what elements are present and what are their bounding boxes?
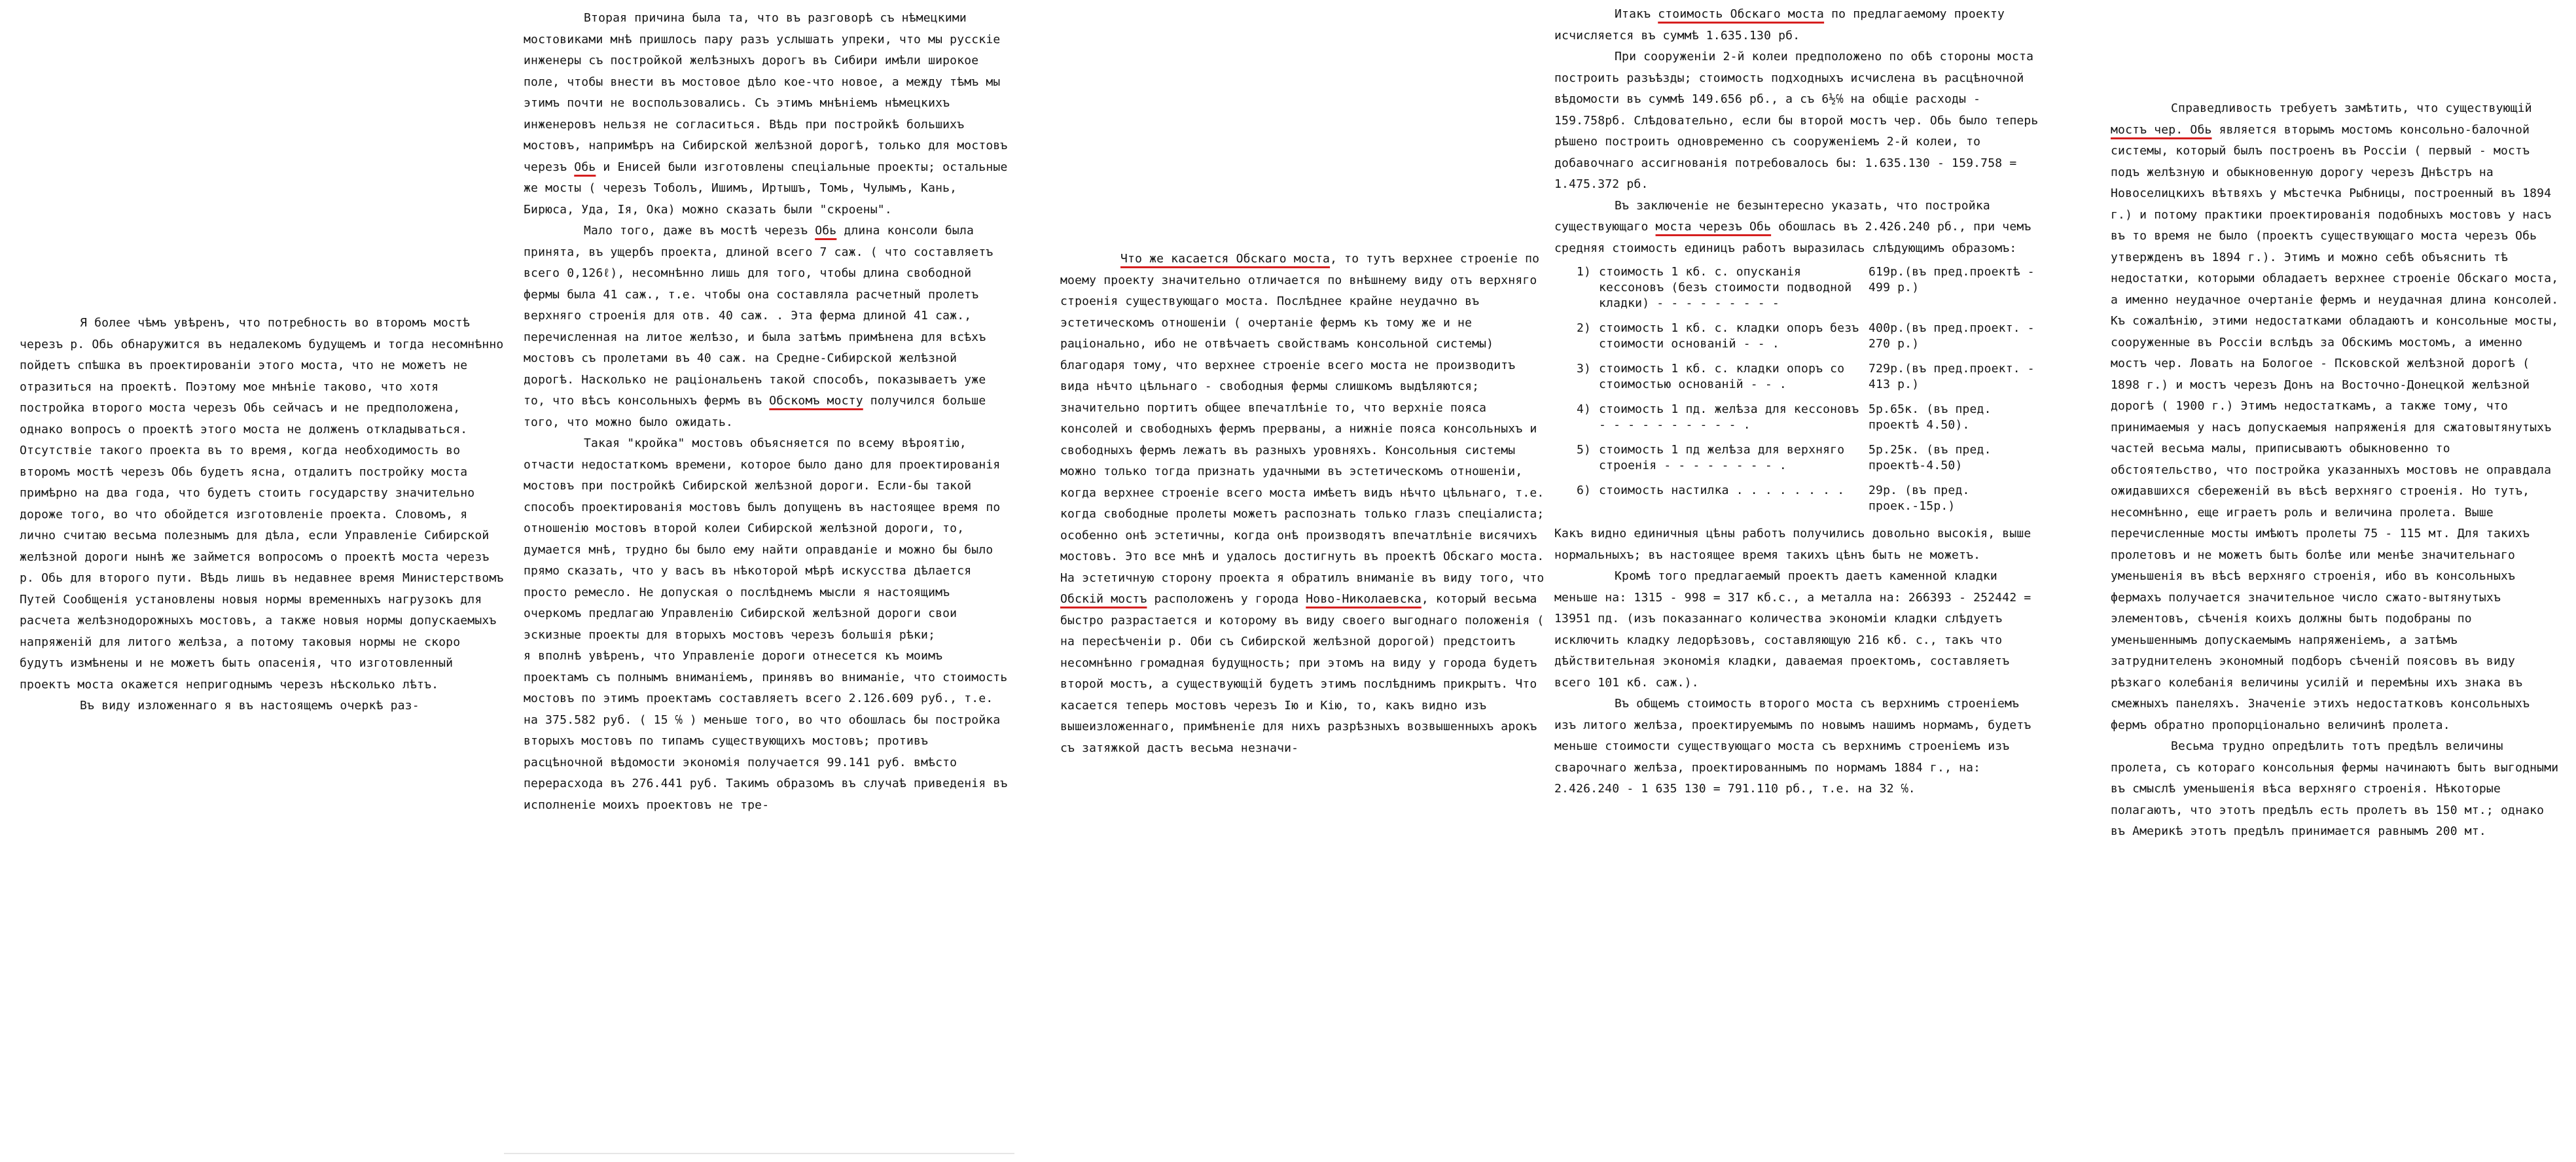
cost-item	[1577, 264, 2042, 311]
cost-item-value: 5р.25к. (въ пред. проектѣ-4.50)	[1869, 443, 1999, 472]
paragraph: Весьма трудно опредѣлить тотъ предѣлъ величины пролета, съ котораго консольныя фермы начинаютъ быть выгодными въ смыслѣ уменьшенія вѣса верхняго строенія. Нѣкоторые полагаютъ, что этотъ предѣлъ есть пролетъ въ 150 мт.; однако въ Америкѣ этотъ предѣлъ принимается равнымъ 200 мт.	[2111, 739, 2559, 838]
cost-item	[1577, 361, 2042, 393]
cost-item-text: стоимость 1 кб. с. кладки опоръ со стоимостью основаній - - .	[1599, 362, 1845, 391]
cost-item-text: стоимость 1 пд желѣза для верхняго строенія - - - - - - - - .	[1599, 443, 1845, 472]
underlined-phrase: стоимость Обскаго моста	[1658, 7, 1825, 21]
paragraph: Такая "кройка" мостовъ объясняется по всему вѣроятію, отчасти недостаткомъ времени, которое было дано для проектированія мостовъ при постройкѣ Сибирской желѣзной дороги. Если-бы такой способъ проектированія мостовъ былъ допущенъ въ настоящее время по отношенію мостовъ второй колеи Сибирской желѣзной дороги, то, думается мнѣ, трудно бы было ему найти оправданіе и можно бы было прямо сказать, что у васъ въ нѣкоторой мѣрѣ искусства дѣлается просто ремесло. Не допуская о послѣднемъ мысли я настоящимъ очеркомъ предлагаю Управленію Сибирской желѣзной дороги свои эскизные проекты для вторыхъ мостовъ черезъ большія рѣки;	[524, 436, 1001, 642]
underlined-phrase: мостъ чер. Обь	[2111, 122, 2212, 137]
cost-item	[1577, 483, 2039, 514]
underlined-phrase: Ново-Николаевска	[1306, 592, 1422, 606]
cost-item-value: 400р.(въ пред.проект. - 270 р.)	[1869, 321, 2042, 351]
paragraph: Итакъ стоимость Обскаго моста по предлагаемому проекту исчисляется въ суммѣ 1.635.130 рб.	[1554, 7, 2005, 43]
underlined-phrase: Обскій мостъ	[1060, 592, 1147, 606]
cost-item-value: 29р. (въ пред. проек.-15р.)	[1869, 484, 1977, 513]
scan-edge-divider	[504, 1153, 1014, 1154]
cost-list	[1577, 264, 2042, 514]
paragraph: Мало того, даже въ мостѣ черезъ Обь длина консоли была принята, въ ущербъ проекта, длиной всего 7 саж. ( что составляетъ всего 0,126ℓ), несомнѣнно лишь для того, чтобы длина свободной фермы была 41 саж., т.е. чтобы она составляла расчетный пролетъ верхняго строенія для отв. 40 саж. . Эта ферма длиной 41 саж., перечисленная на литое желѣзо, и была затѣмъ примѣнена для всѣхъ мостовъ съ пролетами въ 40 саж. на Средне-Сибирской желѣзной дорогѣ. Насколько не раціональенъ такой способъ, показываетъ уже то, что вѣсъ консольныхъ фермъ въ Обскомъ мосту получился больше того, что можно было ожидать.	[524, 224, 993, 429]
underlined-phrase: Обь	[574, 160, 596, 174]
underlined-phrase: Что же касается Обскаго моста	[1120, 252, 1331, 266]
text-column-1	[20, 313, 507, 717]
paragraph: Въ заключеніе не безынтересно указать, что постройка существующаго моста черезъ Обь обошлась въ 2.426.240 рб., при чемъ средняя стоимость единицъ работъ выразилась слѣдующимъ образомъ:	[1554, 198, 2031, 255]
paragraph: Кромѣ того предлагаемый проектъ даетъ каменной кладки меньше на: 1315 - 998 = 317 кб.с., а металла на: 266393 - 252442 = 13951 пд. (изъ показаннаго количества экономіи кладки слѣдуетъ исключить кладку ледорѣзовъ, составляющую 216 кб. с., такъ что дѣйствительная экономія кладки, даваемая проектомъ, составляетъ всего 101 кб. саж.).	[1554, 569, 2031, 690]
paragraph: Что же касается Обскаго моста, то тутъ верхнее строеніе по моему проекту значительно отличается по внѣшнему виду отъ верхняго строенія существующаго моста. Послѣднее крайне неудачно въ эстетическомъ отношеніи ( очертаніе фермъ къ тому же и не раціонально, ибо не отвѣчаетъ свойствамъ консольной системы) благодаря тому, что верхнее строеніе всего моста не производитъ вида нѣчто цѣльнаго - свободныя фермы слишкомъ выдѣляются; значительно портитъ общее впечатлѣніе то, что верхніе пояса консолей и свободныхъ фермъ прерваны, а нижніе пояса консольныхъ и свободныхъ фермъ лежатъ въ разныхъ уровняхъ. Консольныя системы можно только тогда признать удачными въ эстетическомъ отношеніи, когда верхнее строеніе всего моста имѣетъ видъ нѣчто цѣльнаго, т.е. когда свободные пролеты можетъ распознать только глазъ спеціалиста; особенно онѣ эстетичны, когда онѣ производятъ впечатлѣніе висячихъ мостовъ. Это все мнѣ и удалось достигнуть въ проектѣ Обскаго моста. На эстетичную сторону проекта я обратилъ вниманіе въ виду того, что Обскій мостъ расположенъ у города Ново-Николаевска, который весьма быстро разрастается и которому въ виду своего выгоднаго положенія ( на пересѣченіи р. Оби съ Сибирской желѣзной дорогой) предстоитъ несомнѣнно громадная будущность; при этомъ на виду у города будетъ второй мостъ, а существующій будетъ этимъ послѣднимъ прикрытъ. Что касается теперь мостовъ черезъ Ію и Кію, то, какъ видно изъ вышеизложеннаго, примѣненіе для нихъ разрѣзныхъ возвышенныхъ арокъ съ затяжкой дастъ весьма незначи-	[1060, 252, 1545, 755]
cost-item-text: стоимость настилка . . . . . . . .	[1599, 484, 1845, 497]
paragraph: Въ виду изложеннаго я въ настоящемъ очеркѣ раз-	[80, 699, 420, 713]
text-column-4	[1554, 4, 2042, 800]
cost-item-value: 5р.65к. (въ пред. проектѣ 4.50).	[1869, 402, 1999, 432]
underlined-phrase: Обскомъ мосту	[769, 394, 863, 408]
cost-item-number: 2)	[1577, 321, 1592, 335]
cost-item-value: 619р.(въ пред.проектѣ - 499 р.)	[1869, 265, 2042, 294]
cost-item-number: 1)	[1577, 265, 1592, 279]
paragraph: Въ общемъ стоимость второго моста съ верхнимъ строеніемъ изъ литого желѣза, проектируемымъ по новымъ нашимъ нормамъ, будетъ меньше стоимости существующаго моста съ верхнимъ строеніемъ изъ сварочнаго желѣза, проектированнымъ по нормамъ 1884 г., на: 2.426.240 - 1 635 130 = 791.110 рб., т.е. на 32 ℅.	[1554, 697, 2031, 796]
cost-item	[1577, 402, 2039, 433]
paragraph: Я более чѣмъ увѣренъ, что потребность во второмъ мостѣ черезъ р. Обь обнаружится въ недалекомъ будущемъ и тогда несомнѣнно пойдетъ спѣшка въ проектированіи этого моста, что не можетъ не отразиться на проектѣ. Поэтому мое мнѣніе таково, что хотя постройка второго моста черезъ Обь сейчасъ и не предположена, однако вопросъ о проектѣ этого моста не долженъ откладываться. Отсутствіе такого проекта въ то время, когда необходимость во второмъ мостѣ черезъ Обь будетъ ясна, отдалитъ постройку моста примѣрно на два года, что будетъ стоить государству значительно дороже того, во что обойдется изготовленіе проекта. Словомъ, я лично считаю весьма полезнымъ для дѣла, если Управленіе Сибирской желѣзной дороги нынѣ же займется вопросомъ о проектѣ моста черезъ р. Обь для второго пути. Вѣдь лишь въ недавнее время Министерствомъ Путей Сообщенія установлены новыя нормы временныхъ нагрузокъ для расчета желѣзнодорожныхъ мостовъ, а также новыя нормы допускаемыхъ напряженій для литого желѣза, а потому таковыя нормы не скоро будутъ измѣнены и не можетъ быть опасенія, что изготовленный проектъ моста окажется непригоднымъ черезъ нѣсколько лѣтъ.	[20, 316, 504, 692]
cost-item-text: стоимость 1 кб. с. кладки опоръ безъ стоимости основаній - - .	[1599, 321, 1859, 351]
cost-item-value: 729р.(въ пред.проект. - 413 р.)	[1869, 362, 2042, 391]
cost-item-number: 3)	[1577, 362, 1592, 376]
underlined-phrase: моста черезъ Обь	[1655, 220, 1772, 234]
cost-item	[1577, 321, 2042, 352]
text-column-2	[524, 8, 1011, 816]
cost-item-text: стоимость 1 кб. с. опусканія кессоновъ (безъ стоимости подводной кладки) - - - - - - - - -	[1599, 265, 1852, 310]
cost-item-number: 6)	[1577, 484, 1592, 497]
cost-item-number: 5)	[1577, 443, 1592, 457]
cost-item-text: стоимость 1 пд. желѣза для кессоновъ - - - - - - - - - - .	[1599, 402, 1859, 432]
paragraph: я вполнѣ увѣренъ, что Управленіе дороги отнесется къ моимъ проектамъ съ полнымъ вниманіемъ, принявъ во вниманіе, что стоимость мостовъ по этимъ проектамъ составляетъ всего 2.126.609 руб., т.е. на 375.582 руб. ( 15 ℅ ) меньше того, во что обошлась бы постройка вторыхъ мостовъ по типамъ существующихъ мостовъ; противъ расцѣночной вѣдомости экономія получается 99.141 руб. вмѣсто перерасхода въ 276.441 руб. Такимъ образомъ въ случаѣ приведенія въ исполненіе моихъ проектовъ не тре-	[524, 649, 1008, 812]
paragraph: Какъ видно единичныя цѣны работъ получились довольно высокія, выше нормальныхъ; въ настоящее время такихъ цѣнъ быть не можетъ.	[1554, 527, 2031, 562]
paragraph: Справедливость требуетъ замѣтить, что существующій мостъ чер. Обь является вторымъ мостомъ консольно-балочной системы, который былъ построенъ въ Россіи ( первый - мостъ подъ желѣзную и обыкновенную дорогу черезъ Днѣстръ на Новоселицкихъ вѣтвяхъ у мѣстечка Рыбницы, построенный въ 1894 г.) и потому практики проектированія подобныхъ мостовъ у насъ въ то время не было (проектъ существующаго моста черезъ Обь утвержденъ въ 1894 г.). Этимъ и можно себѣ объяснить тѣ недостатки, которыми обладаетъ верхнее строеніе Обскаго моста, а именно неудачное очертаніе фермъ и неудачная длина консолей. Къ сожалѣнію, этими недостатками обладаютъ и консольные мосты, сооруженные въ Россіи вслѣдъ за Обскимъ мостомъ, а именно мостъ чер. Ловать на Бологое - Псковской желѣзной дорогѣ ( 1898 г.) и мостъ черезъ Донъ на Восточно-Донецкой желѣзной дорогѣ ( 1900 г.) Этимъ недостаткамъ, а также тому, что принимаемыя у насъ допускаемыя напряженія для сжатовытянутыхъ частей весьма малы, приписываютъ обыкновенно то обстоятельство, что постройка указанныхъ мостовъ не оправдала ожидавшихся сбереженій въ вѣсѣ верхняго строенія. Но тутъ, несомнѣнно, еще играетъ роль и величина пролета. Выше перечисленные мосты имѣютъ пролеты 75 - 115 мт. Для такихъ пролетовъ и не можетъ быть болѣе или менѣе значительнаго уменьшенія въ вѣсѣ верхняго строенія, ибо въ консольныхъ фермахъ получается значительное число сжато-вытянутыхъ элементовъ, сѣченія коихъ должны быть подобраны по уменьшеннымъ допускаемымъ напряженіемъ, а затѣмъ затруднителенъ экономный подборъ сѣченій поясовъ въ виду рѣзкаго колебанія величины усилій и перемѣны ихъ знака въ смежныхъ панеляхъ. Значеніе этихъ недостатковъ консольныхъ фермъ обратно пропорціонально величинѣ пролета.	[2111, 101, 2559, 732]
cost-item	[1577, 442, 2039, 474]
text-column-5	[2111, 98, 2562, 843]
cost-item-number: 4)	[1577, 402, 1592, 416]
text-column-3	[1060, 249, 1545, 759]
paragraph: При сооруженіи 2-й колеи предположено по обѣ стороны моста построить разъѣзды; стоимость подходныхъ исчислена въ расцѣночной вѣдомости въ суммѣ 149.656 рб., а съ 6½℅ на общіе расходы - 159.758рб. Слѣдовательно, если бы второй мостъ чер. Обь было теперь рѣшено построить одновременно съ сооруженіемъ 2-й колеи, то добавочнаго ассигнованія потребовалось бы: 1.635.130 - 159.758 = 1.475.372 рб.	[1554, 50, 2039, 191]
underlined-phrase: Обь	[815, 224, 837, 238]
paragraph: Вторая причина была та, что въ разговорѣ съ нѣмецкими мостовиками мнѣ пришлось пару разъ услышать упреки, что мы русскіе инженеры съ постройкой желѣзныхъ дорогъ въ Сибири имѣли широкое поле, чтобы внести въ мостовое дѣло кое-что новое, а между тѣмъ мы этимъ почти не воспользовались. Съ этимъ мнѣніемъ нѣмецкихъ инженеровъ нельзя не согласиться. Вѣдь при постройкѣ большихъ мостовъ, напримѣръ на Сибирской желѣзной дорогѣ, только для мостовъ черезъ Обь и Енисей были изготовлены спеціальные проекты; остальные же мосты ( черезъ Тоболъ, Ишимъ, Иртышъ, Томь, Чулымъ, Кань, Бирюса, Уда, Ія, Ока) можно сказать были "скроены".	[524, 11, 1008, 217]
